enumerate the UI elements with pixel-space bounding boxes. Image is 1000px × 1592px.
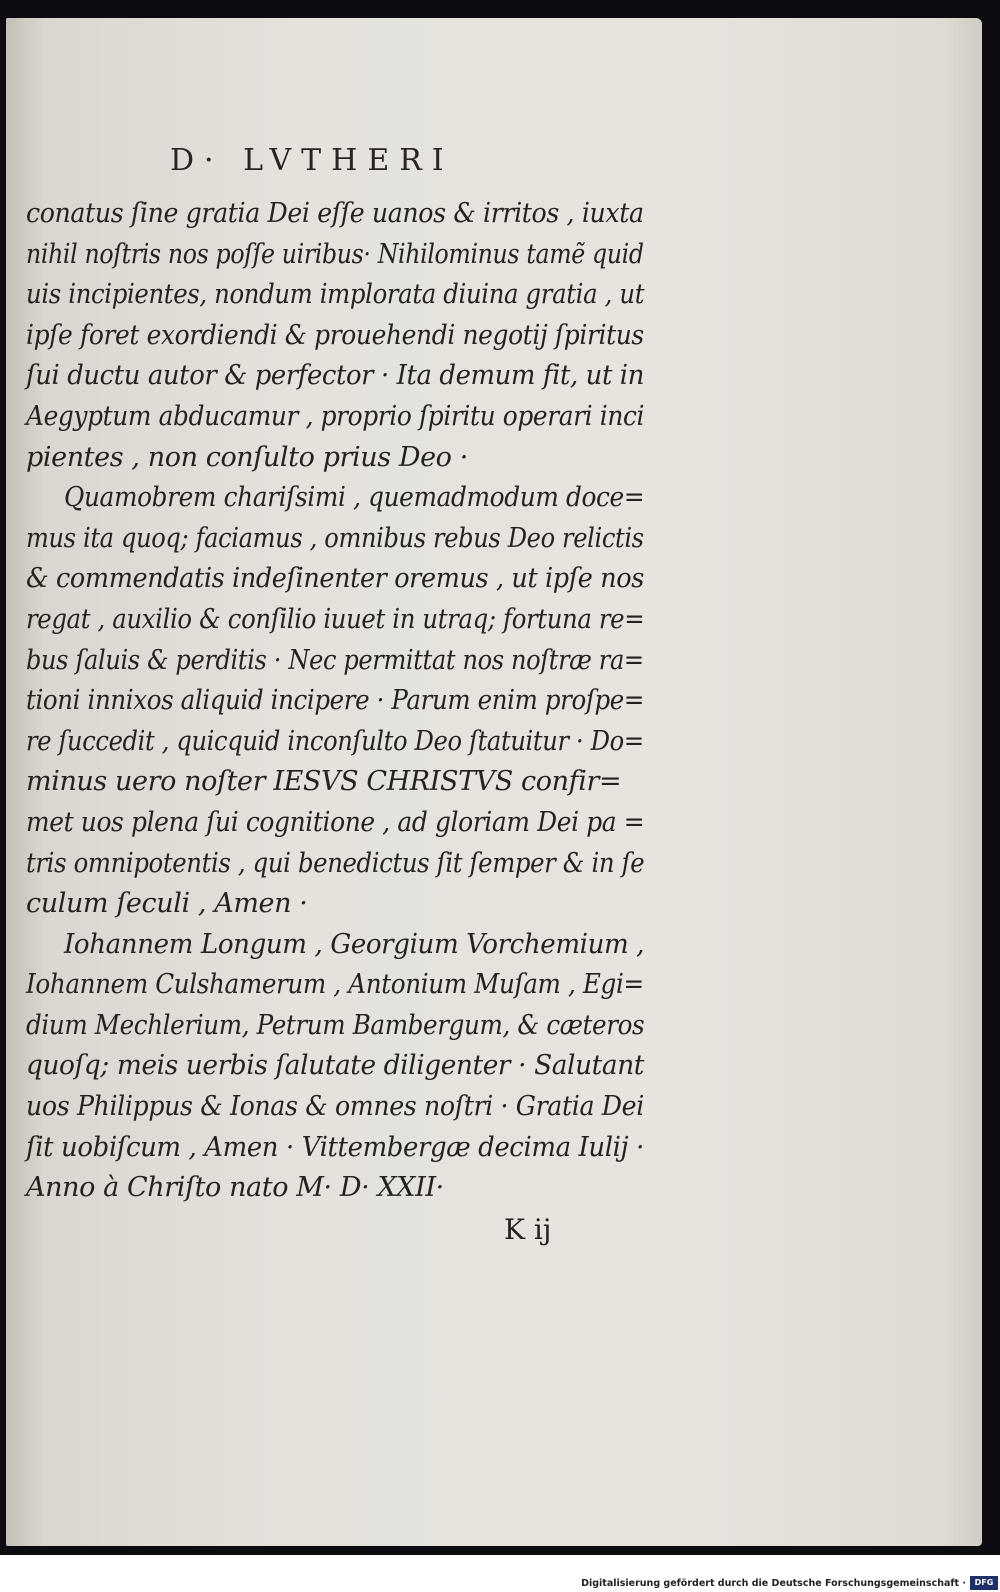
text-line-content: Iohannem Longum , Georgium Vorchemium , (64, 928, 645, 960)
text-line-content: mus ita quoq; faciamus , omnibus rebus Deo relictis (26, 522, 644, 554)
text-line-content: & commendatis indeſinenter oremus , ut ipſe nos (26, 563, 644, 595)
text-line-content: Aegyptum abducamur , proprio ſpiritu operari inci (26, 400, 645, 432)
text-line (26, 194, 656, 235)
text-line-content: re ſuccedit , quicquid inconſulto Deo ſtatuitur · Do= (26, 725, 644, 757)
text-line-content: nihil noſtris nos poſſe uiribus· Nihilominus tamẽ quid (26, 238, 644, 270)
text-line (26, 1128, 656, 1169)
text-line-content: Iohannem Culshamerum , Antonium Muſam , Egi= (26, 969, 644, 1001)
text-line (26, 235, 656, 276)
text-line-content: ſit uobiſcum , Amen · Vittembergæ decima Iulij · (26, 1131, 644, 1163)
text-line-content: Anno à Chriſto nato M· D· XXII· (26, 1172, 444, 1204)
text-line-content: conatus ſine gratia Dei eſſe uanos & irritos , iuxta (26, 198, 644, 229)
running-header: D· LVTHERI (170, 143, 454, 178)
text-line-content: tris omnipotentis , qui benedictus ſit ſemper & in ſe (26, 847, 645, 879)
text-line (26, 600, 656, 641)
text-line-content: bus ſaluis & perditis · Nec permittat nos noſtræ ra= (26, 644, 644, 676)
text-line (26, 803, 656, 844)
text-line (26, 1168, 656, 1209)
text-line-content: quoſq; meis uerbis ſalutate diligenter · Salutant (26, 1050, 644, 1082)
text-line (26, 438, 656, 479)
text-line-content: regat , auxilio & conſilio iuuet in utraq; fortuna re= (26, 603, 645, 635)
text-line (26, 397, 656, 438)
dfg-logo: DFG (970, 1576, 998, 1590)
text-line-content: tioni innixos aliquid incipere · Parum enim proſpe= (26, 685, 645, 717)
signature-mark: K ij (504, 1213, 552, 1246)
text-line (26, 519, 656, 560)
text-line-content: met uos plena ſui cognitione , ad gloriam Dei pa = (26, 806, 645, 838)
text-line-content: minus uero noſter IESVS CHRISTVS confir= (26, 766, 622, 798)
text-line (26, 641, 656, 682)
text-line (26, 681, 656, 722)
text-line (26, 1006, 656, 1047)
text-line (26, 762, 656, 803)
text-line (26, 275, 656, 316)
digitization-credit: Digitalisierung gefördert durch die Deutsche Forschungsgemeinschaft · (581, 1578, 966, 1589)
text-line-content: culum ſeculi , Amen · (26, 888, 308, 920)
text-line (26, 1087, 656, 1128)
text-line-content: dium Mechlerium, Petrum Bambergum, & cæteros (26, 1009, 645, 1041)
text-line-content: pientes , non conſulto prius Deo · (26, 441, 468, 473)
text-line (26, 722, 656, 763)
text-line (26, 559, 656, 600)
text-line (26, 1046, 656, 1087)
text-line (26, 965, 656, 1006)
text-line (26, 478, 656, 519)
text-line (26, 316, 656, 357)
text-line (26, 925, 656, 966)
text-line (26, 884, 656, 925)
text-line-content: uis incipientes, nondum implorata diuina gratia , ut (26, 279, 645, 311)
body-text (26, 194, 656, 1209)
text-line (26, 356, 656, 397)
text-line-content: ipſe foret exordiendi & prouehendi negotij ſpiritus (26, 319, 644, 351)
text-line (26, 844, 656, 885)
text-line-content: uos Philippus & Ionas & omnes noſtri · Gratia Dei (26, 1091, 644, 1123)
text-line-content: ſui ductu autor & perfector · Ita demum fit, ut in (26, 360, 644, 392)
text-line-content: Quamobrem chariſsimi , quemadmodum doce= (64, 482, 645, 514)
